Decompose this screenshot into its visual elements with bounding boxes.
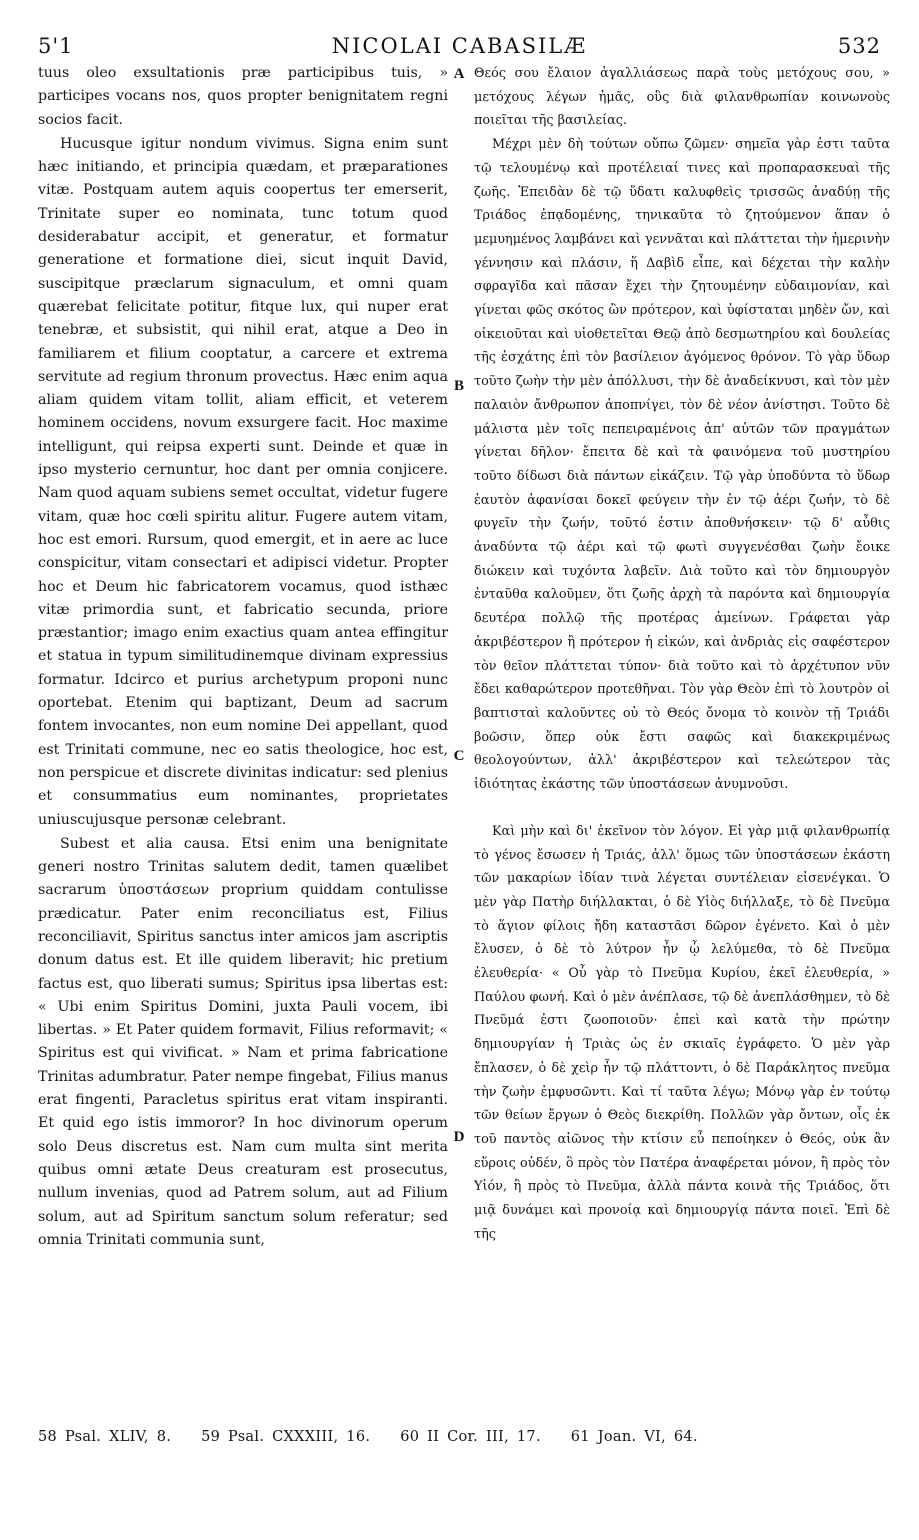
latin-column [38,62,448,1252]
page-number-right: 532 [837,34,881,58]
greek-paragraph-3: Καὶ μὴν καὶ δι' ἐκεῖνον τὸν λόγον. Εἰ γὰρ μιᾷ φιλανθρωπίᾳ τὸ γένος ἔσωσεν ἡ Τριάς, ἀλλ' ὅμως τῶν ὑποστάσεων ἑκάστη τῶν μακαρίων ἰδίαν τινὰ λέγεται συντέλειαν εἰσενέγκαι. Ὁ μὲν γὰρ Πατὴρ διήλλακται, ὁ δὲ Υἱὸς διήλλαξε, τὸ δὲ Πνεῦμα τὸ ἅγιον φίλοις ἤδη καταστᾶσι δῶρον ἐγένετο. Καὶ ὁ μὲν ἔλυσεν, ὁ δὲ τὸ λύτρον ἦν ᾧ λελύμεθα, τὸ δὲ Πνεῦμα ἐλευθερία· « Οὗ γὰρ τὸ Πνεῦμα Κυρίου, ἐκεῖ ἐλευθερία, » Παύλου φωνή. Καὶ ὁ μὲν ἀνέπλασε, τῷ δὲ ἀνεπλάσθημεν, τὸ δὲ Πνεῦμά ἐστι ζωοποιοῦν· ἐπεὶ καὶ κατὰ τὴν πρώτην δημιουργίαν ἡ Τριὰς ὡς ἐν σκιαῖς ἐγράφετο. Ὁ μὲν γὰρ ἔπλασεν, ὁ δὲ χεὶρ ἦν τῷ πλάττοντι, ὁ δὲ Παράκλητος πνεῦμα τὴν ζωὴν ἐμφυσῶντι. Καὶ τί ταῦτα λέγω; Μόνῳ γὰρ ἐν τούτῳ τῶν θείων ἔργων ὁ Θεὸς διεκρίθη. Πολλῶν γὰρ ὄντων, οἷς ἐκ τοῦ παντὸς αἰῶνος τὴν κτίσιν εὖ πεποίηκεν ὁ Θεός, οὐκ ἂν εὕροις οὐδέν, ὃ πρὸς τὸν Πατέρα ἀναφέρεται μόνον, ἢ πρὸς τὸν Υἱόν, ἢ πρὸς τὸ Πνεῦμα, ἀλλὰ πάντα κοινὰ τῆς Τριάδος, ὅτι μιᾷ δυνάμει καὶ προνοίᾳ καὶ δημιουργίᾳ πάντα ποιεῖ. Ἐπὶ δὲ τῆς [474,823,890,1242]
greek-paragraph-1: Θεός σου ἔλαιον ἀγαλλιάσεως παρὰ τοὺς μετόχους σου, » μετόχους λέγων ἡμᾶς, οὓς διὰ φιλανθρωπίαν κοινωνοὺς ποιεῖται τῆς βασιλείας. [474,66,890,129]
margin-marker-c: C [453,748,465,764]
page-header [0,0,919,62]
margin-marker-a: A [453,66,465,82]
footnote-61: 61 Joan. VI, 64. [570,1429,698,1445]
latin-paragraph-3: Subest et alia causa. Etsi enim una benignitate generi nostro Trinitas salutem dedit, tamen quælibet sacrarum ὑποστάσεων proprium quiddam contulisse prædicatur. Pater enim reconciliatus est, Filius reconciliavit, Spiritus sanctus inter amicos jam ascriptis donum datus est. Et ille quidem liberavit; hic pretium factus est, quo liberati sumus; Spiritus ipsa libertas est: « Ubi enim Spiritus Domini, juxta Pauli vocem, ibi libertas. » Et Pater quidem formavit, Filius reformavit; « Spiritus est qui vivificat. » Nam et prima fabricatione Trinitas adumbratur. Pater nempe fingebat, Filius manus erat fingenti, Paracletus spiritus erat vitam inspiranti. Et quid ego istis immoror? In hoc divinorum operum solo Deus discretus est. Nam cum multa sint merita quibus omni ætate Deus creaturam est prosecutus, nullum invenias, quod ad Patrem solum, aut ad Filium solum, aut ad Spiritum sanctum solum referatur; sed omnia Trinitati communia sunt, [38,835,448,1248]
greek-paragraph-2: Μέχρι μὲν δὴ τούτων οὔπω ζῶμεν· σημεῖα γὰρ ἐστι ταῦτα τῷ τελουμένῳ καὶ προτέλειαί τινες καὶ προπαρασκευαὶ τῆς ζωῆς. Ἐπειδὰν δὲ τῷ ὕδατι καλυφθεὶς τρισσῶς ἀναδύῃ τῆς Τριάδος ἐπᾳδομένης, τηνικαῦτα τὸ ζητούμενον ἅπαν ὁ μεμυημένος λαμβάνει καὶ γεννᾶται καὶ πλάττεται τὴν ἡμερινὴν γέννησιν καὶ πλάσιν, ἥ Δαβὶδ εἶπε, καὶ δέχεται τὴν καλὴν σφραγῖδα καὶ πᾶσαν ἔχει τὴν ζητουμένην εὐδαιμονίαν, καὶ γίνεται φῶς σκότος ὢν πρότερον, καὶ ὑφίσταται μηδὲν ὤν, καὶ οἰκειοῦται καὶ υἱοθετεῖται Θεῷ ἀπὸ δεσμωτηρίου καὶ δουλείας τῆς ἐσχάτης ἐπὶ τὸν βασίλειον ἀγόμενος θρόνον. Τὸ γὰρ ὕδωρ τοῦτο ζωὴν τὴν μὲν ἀπόλλυσι, τὴν δὲ ἀναδείκνυσι, καὶ τὸν μὲν παλαιὸν ἄνθρωπον ἀποπνίγει, τὸν δὲ νέον ἀνίστησι. Τοῦτο δὲ μάλιστα μὲν τοῖς πεπειραμένοις ἀπ' αὐτῶν τῶν πραγμάτων γίνεται δῆλον· ἔπειτα δὲ καὶ τὰ φαινόμενα τοῦ μυστηρίου τοῦτο δίδωσι διὰ πάντων εἰκάζειν. Τῷ γὰρ ὑποδύντα τὸ ὕδωρ ἑαυτὸν ἀφανίσαι δοκεῖ φεύγειν τὴν ἐν τῷ ἀέρι ζωήν, τὸ δὲ φυγεῖν τὴν ζωήν, τοῦτό ἐστιν ἀποθνήσκειν· τῷ δ' αὖθις ἀναδύντα τῷ ἀέρι καὶ τῷ φωτὶ συγγενέσθαι ζωὴν ἔοικε διώκειν καὶ τυχόντα λαβεῖν. Διὰ τοῦτο καὶ τὸν δημιουργὸν ἐνταῦθα καλοῦμεν, ὅτι ζωῆς ἀρχὴ τὰ παρόντα καὶ δημιουργία δευτέρα πολλῷ τῆς προτέρας ἀμείνων. Γράφεται γὰρ ἀκριβέστερον ἢ πρότερον ἡ εἰκών, καὶ ἀνδριὰς εἰς σαφέστερον τὸν θεῖον πλάττεται τύπον· διὰ τοῦτο καὶ τὸ ἀρχέτυπον νῦν ἔδει καθαρώτερον προτεθῆναι. Τὸν γὰρ Θεὸν ἐπὶ τὸ λουτρὸν οἱ βαπτισταὶ καλοῦντες οὐ τὸ Θεός ὄνομα τὸ κοινὸν τῇ Τριάδι βοῶσιν, ὅπερ οὐκ ἔστι σαφῶς καὶ διακεκριμένως θεολογούντων, ἀλλ' ἀκριβέστερον καὶ τελεώτερον τὰς ἰδιότητας ἑκάστης τῶν ὑποστάσεων ἀνυμνοῦσι. [474,137,890,793]
margin-marker-d: D [453,1129,465,1145]
footnote-58: 58 Psal. XLIV, 8. [38,1429,172,1445]
latin-paragraph-1: tuus oleo exsultationis præ participibus tuis, » participes vocans nos, quos propter benignitatem regni socios facit. [38,65,448,128]
footnote-59: 59 Psal. CXXXIII, 16. [201,1429,371,1445]
greek-column [474,62,890,1246]
margin-marker-b: B [453,378,464,394]
footnote-60: 60 II Cor. III, 17. [400,1429,541,1445]
latin-paragraph-2: Hucusque igitur nondum vivimus. Signa enim sunt hæc initiando, et principia quædam, et præparationes vitæ. Postquam autem aquis coopertus ter emerserit, Trinitate super eo nominata, tunc totum quod desiderabatur accipit, et generatur, et formatur generatione et formatione diei, sicut inquit David, suscipitque præclarum signaculum, et omni quam quærebat felicitate potitur, fitque lux, qui nuper erat tenebræ, et subsistit, qui nihil erat, atque a Deo in familiarem et filium cooptatur, a carcere et extrema servitute ad regium thronum provectus. Hæc enim aqua aliam quidem vitam tollit, aliam efficit, et veterem hominem occidens, novum exsurgere facit. Hoc maxime intelligunt, qui reipsa experti sunt. Deinde et quæ in ipso mysterio cernuntur, hoc dant per omnia conjicere. Nam quod aquam subiens semet occultat, videtur fugere vitam, quæ hoc cœli spiritu alitur. Fugere autem vitam, hoc est emori. Rursum, quod emergit, et in aere ac luce conspicitur, vitam consectari et adipisci videtur. Propter hoc et Deum hic fabricatorem vocamus, quod isthæc vitæ primordia sunt, et fabricatio secunda, priore præstantior; imago enim exactius quam antea effingitur et statua in typum similitudinemque divinam expressius formatur. Idcirco et purius archetypum proponi nunc oportebat. Etenim qui baptizant, Deum ad sacrum fontem invocantes, non eum nomine Dei appellant, quod est Trinitati commune, nec eo satis theologice, hoc est, non perspicue et discrete divinitas indicatur: sed plenius et consummatius eum nominantes, proprietates uniuscujusque personæ celebrant. [38,135,448,828]
footnotes [38,1429,888,1445]
running-head: NICOLAI CABASILÆ [331,34,588,58]
page-number-left: 5'1 [38,34,74,58]
